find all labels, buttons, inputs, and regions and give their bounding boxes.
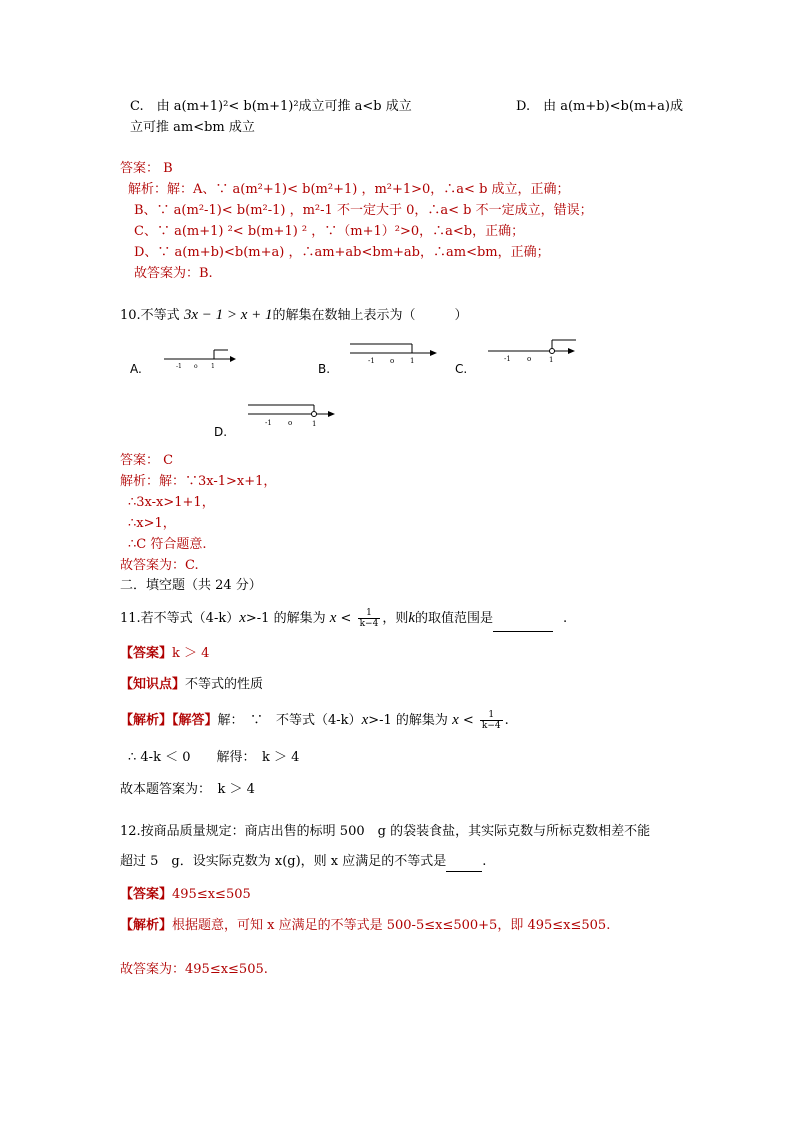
q11-var-x-2: x xyxy=(329,610,337,626)
q10-analysis-5: 故答案为：C. xyxy=(120,558,199,573)
q12-analysis xyxy=(120,917,610,935)
q10-number-line-b xyxy=(348,338,440,370)
answer-value: k ＞ 4 xyxy=(172,646,210,661)
knowledge-value: 不等式的性质 xyxy=(185,677,264,692)
tick-label: -1 xyxy=(265,419,272,427)
q11-fraction: $\frac{1}{k-4}$ xyxy=(359,608,379,629)
q11-lt: < xyxy=(336,611,356,626)
q10-inequality: 3x − 1 > x + 1 xyxy=(183,307,273,323)
q9-option-c: C. 由 a(m+1)²< b(m+1)²成立可推 a<b 成立 xyxy=(130,99,412,114)
q11-final: 故本题答案为： k ＞ 4 xyxy=(120,782,255,797)
q11-var-k: k xyxy=(408,610,415,626)
q11-period: . xyxy=(563,611,568,626)
q9-analysis-2: B、∵ a(m²-1)< b(m²-1) ，m²-1 不一定大于 0，∴a< b 不一定成立，错误； xyxy=(134,203,593,218)
q9-analysis-5: 故答案为：B. xyxy=(134,266,213,281)
q10-option-b-label: B. xyxy=(318,362,331,376)
q10-analysis-2: ∴3x-x>1+1， xyxy=(128,495,215,510)
q12-answer xyxy=(120,886,251,904)
q10-number-line-d xyxy=(246,398,338,430)
tick-label: -1 xyxy=(504,355,511,363)
q11-stem-mid: >-1 的解集为 xyxy=(245,611,326,626)
q10-stem-suffix: 的解集在数轴上表示为（ ） xyxy=(272,308,468,323)
q10-stem-prefix: 10.不等式 xyxy=(120,308,180,323)
q11-analysis: 【解析】【解答】解： ∵ 不等式（4-k）x>-1 的解集为 x < $\frac{1}{k-4}$ . xyxy=(120,710,509,731)
tick-label: o xyxy=(194,363,198,370)
q10-analysis-3: ∴x>1， xyxy=(128,516,176,531)
q11-analysis-line1: 解： ∵ 不等式（4-k） xyxy=(217,713,362,728)
q11-var-x: x xyxy=(239,610,246,626)
q10-analysis-1: 解析：解：∵3x-1>x+1， xyxy=(120,474,277,489)
q12-final: 故答案为：495≤x≤505. xyxy=(120,962,268,977)
q10-number-line-a xyxy=(160,346,240,374)
q10-option-c-label: C. xyxy=(455,362,468,376)
tick-label: 1 xyxy=(211,363,215,370)
q9-analysis-3: C、∵ a(m+1) ²< b(m+1) ² ，∵（m+1）²>0，∴a<b，正确； xyxy=(134,224,525,239)
q10-option-d-label: D. xyxy=(214,425,228,439)
q9-option-d-cont: 立可推 am<bm 成立 xyxy=(130,120,255,135)
q11-stem xyxy=(120,606,567,632)
q10-analysis-4: ∴C 符合题意. xyxy=(128,537,207,552)
q11-knowledge xyxy=(120,676,263,694)
tick-label: o xyxy=(390,357,395,365)
tick-label: 1 xyxy=(410,357,415,365)
q9-answer: 答案： B xyxy=(120,161,173,176)
q11-analysis-var-x: x xyxy=(361,712,369,728)
q11-analysis-line2: ∴ 4-k ＜ 0 解得： k ＞ 4 xyxy=(128,750,300,765)
tick-label: 1 xyxy=(549,356,554,364)
tick-label: -1 xyxy=(176,363,182,370)
q11-stem-k-prefix: ，则 xyxy=(382,611,409,626)
q11-analysis-fraction: $\frac{1}{k-4}$ xyxy=(481,710,501,731)
q11-stem-prefix: 11.若不等式（4-k） xyxy=(120,611,240,626)
q10-number-line-c xyxy=(486,337,578,369)
q11-stem-suffix: 的取值范围是 xyxy=(415,611,494,626)
tick-label: o xyxy=(288,419,293,427)
q11-analysis-var-x-2: x xyxy=(452,712,459,728)
tick-label: o xyxy=(527,355,532,363)
tick-label: 1 xyxy=(312,420,317,428)
tick-label: -1 xyxy=(368,357,375,365)
q10-option-a-label: A. xyxy=(130,362,142,376)
q10-answer: 答案： C xyxy=(120,453,174,468)
analysis-value: 根据题意，可知 x 应满足的不等式是 500-5≤x≤500+5，即 495≤x≤505. xyxy=(172,918,611,933)
analysis-tag: 【解析】 xyxy=(120,918,173,933)
q11-answer-blank[interactable] xyxy=(493,607,553,632)
q12-line-2: 超过 5 g．设实际克数为 x(g)，则 x 应满足的不等式是 . xyxy=(120,853,486,872)
q9-option-d: D. 由 a(m+b)<b(m+a)成 xyxy=(516,99,683,114)
q12-line-1: 12.按商品质量规定：商店出售的标明 500 g 的袋装食盐，其实际克数与所标克数相差不能 xyxy=(120,824,651,839)
answer-value: 495≤x≤505 xyxy=(172,887,251,902)
q11-analysis-mid: >-1 的解集为 xyxy=(368,713,448,728)
q9-analysis-4: D、∵ a(m+b)<b(m+a) ，∴am+ab<bm+ab，∴am<bm，正确； xyxy=(134,245,550,260)
section-2-heading: 二．填空题（共 24 分） xyxy=(120,578,262,593)
q11-answer xyxy=(120,645,209,663)
answer-tag: 【答案】 xyxy=(120,887,173,902)
q10-stem xyxy=(120,306,468,325)
q12-answer-blank[interactable] xyxy=(446,853,482,872)
q9-analysis-1: 解析：解：A、∵ a(m²+1)< b(m²+1) ，m²+1>0，∴a< b 成立，正确； xyxy=(128,182,570,197)
analysis-tag: 【解析】【解答】 xyxy=(120,713,218,728)
answer-tag: 【答案】 xyxy=(120,646,173,661)
knowledge-tag: 【知识点】 xyxy=(120,677,186,692)
